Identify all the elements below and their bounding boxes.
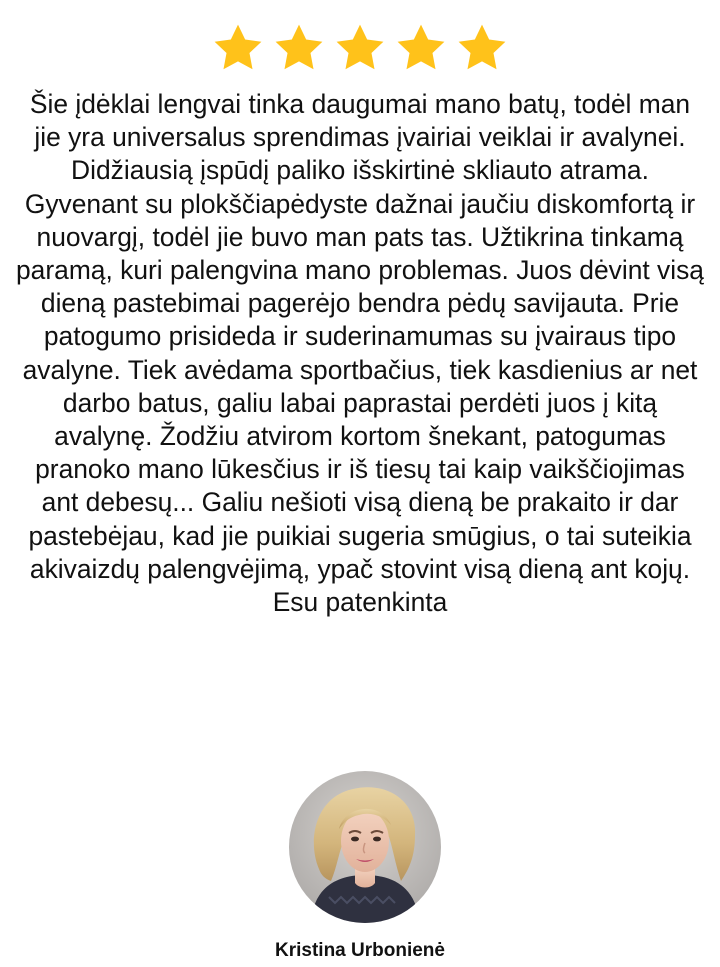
- avatar: [289, 771, 441, 923]
- star-icon: [456, 22, 508, 74]
- review-text: Šie įdėklai lengvai tinka daugumai mano batų, todėl man jie yra universalus sprendimas įvairiai veiklai ir avalynei. Didžiausią įspūdį paliko išskirtinė skliauto atrama. Gyvenant su plokščiapėdyste dažnai jaučiu diskomfortą ir nuovargį, todėl jie buvo man pats tas. Užtikrina tinkamą paramą, kuri palengvina mano problemas. Juos dėvint visą dieną pastebimai pagerėjo bendra pėdų savijauta. Prie patogumo prisideda ir suderinamumas su įvairaus tipo avalyne. Tiek avėdama sportbačius, tiek kasdienius ar net darbo batus, galiu labai paprastai perdėti juos į kitą avalynę. Žodžiu atvirom kortom šnekant, patogumas pranoko mano lūkesčius ir iš tiesų tai kaip vaikščiojimas ant debesų... Galiu nešioti visą dieną be prakaito ir dar pastebėjau, kad jie puikiai sugeria smūgius, o tai suteikia akivaizdų palengvėjimą, ypač stovint visą dieną ant kojų. Esu patenkinta: [16, 89, 704, 618]
- star-icon: [273, 22, 325, 74]
- star-icon: [334, 22, 386, 74]
- author-name: Kristina Urbonienė: [275, 940, 445, 961]
- star-icon: [395, 22, 447, 74]
- star-icon: [212, 22, 264, 74]
- star-rating: [0, 22, 720, 74]
- avatar-photo: [289, 771, 441, 923]
